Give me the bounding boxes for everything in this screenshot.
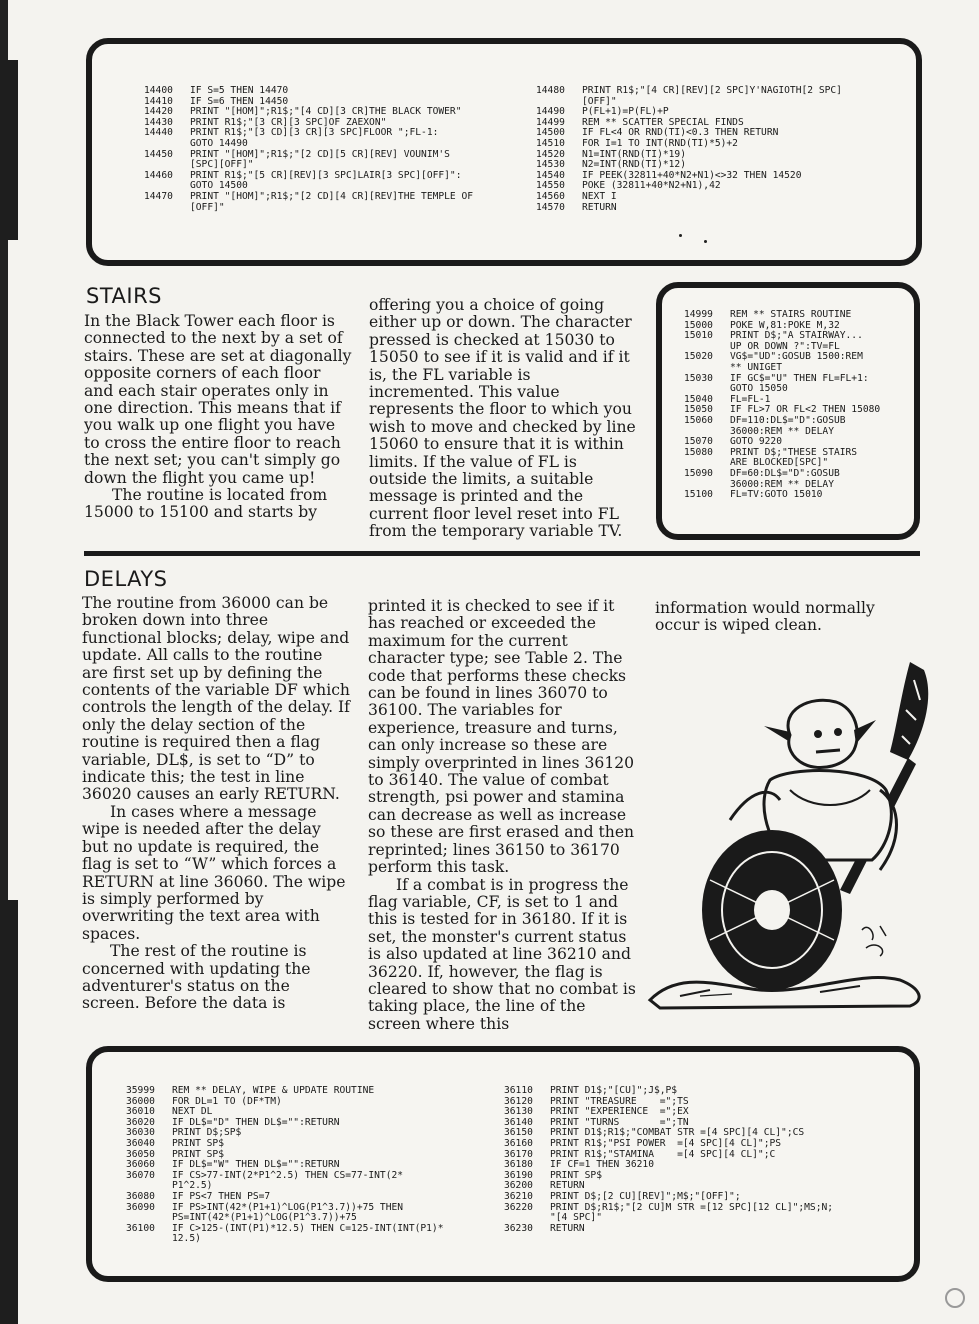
code-statement: PRINT "[HOM]";R1$;"[4 CD][3 CR]THE BLACK TOWER": [190, 106, 462, 118]
line-number: 14470: [144, 190, 173, 202]
line-number: 36150: [504, 1127, 533, 1139]
line-number: 14400: [144, 85, 173, 96]
code-statement: PRINT D$;"THESE STAIRS ARE BLOCKED[SPC]": [730, 446, 858, 469]
code-column-left: [126, 1086, 506, 1245]
goblin-head: [764, 700, 876, 767]
line-number: 36070: [126, 1169, 155, 1181]
line-number: 14460: [144, 169, 173, 181]
section-divider: [84, 551, 920, 556]
code-statement: IF C>125-(INT(P1)*12.5) THEN C=125-INT(INT(P1)* 12.5): [172, 1222, 444, 1245]
code-statement: DF=60:DL$="D":GOSUB 36000:REM ** DELAY: [730, 467, 840, 490]
line-number: 14450: [144, 148, 173, 160]
code-statement: POKE (32811+40*N2+N1),42: [582, 180, 721, 192]
line-number: 14410: [144, 95, 173, 107]
paragraph: In cases where a message wipe is needed after the delay but no update is required, the flag is set to “W” which forces a RETURN at line 36060. The wipe is simply performed by overwriting the text area with spaces.: [82, 802, 346, 943]
code-statement: IF DL$="W" THEN DL$="":RETURN: [172, 1159, 340, 1171]
code-statement: NEXT DL: [172, 1106, 213, 1118]
page-edge-band: [0, 900, 18, 1324]
line-number: 14500: [536, 127, 565, 139]
line-number: 36160: [504, 1137, 533, 1149]
code-statement: IF PS>INT(42*(P1+1)^LOG(P1^3.7))+75 THEN PS=INT(42*(P1+1)^LOG(P1^3.7))+75: [172, 1201, 404, 1224]
code-statement: FL=FL-1: [730, 393, 771, 405]
code-line: [684, 416, 916, 437]
code-statement: FOR I=1 TO INT(RND(TI)*5)+2: [582, 137, 738, 149]
code-line: [536, 203, 876, 214]
paragraph: information would normally occur is wiped clean.: [655, 599, 875, 635]
paragraph: The routine from 36000 can be broken down into three functional blocks; delay, wipe and update. All calls to the routine are first set up by defining the contents of the variable DF which controls the length of the delay. If only the delay section of the routine is required then a flag variable, DL$, is set to “D” to indicate this; the test in line 36020 causes an early RETURN.: [82, 594, 350, 804]
print-speck: [679, 234, 682, 237]
goblin-illustration: [640, 640, 930, 1020]
line-number: 36130: [504, 1106, 533, 1118]
line-number: 14440: [144, 127, 173, 139]
code-statement: POKE W,81:POKE M,32: [730, 319, 840, 331]
line-number: 14999: [684, 309, 713, 320]
line-number: 14520: [536, 148, 565, 160]
code-line: [144, 150, 524, 171]
line-number: 36090: [126, 1201, 155, 1213]
code-line: [144, 192, 524, 213]
code-line: [126, 1086, 506, 1097]
line-number: 15000: [684, 319, 713, 331]
line-number: 15100: [684, 489, 713, 501]
print-speck: [704, 240, 707, 243]
line-number: 36010: [126, 1106, 155, 1118]
shield-icon: [702, 830, 842, 990]
line-number: 36000: [126, 1095, 155, 1107]
code-statement: IF CF=1 THEN 36210: [550, 1159, 654, 1171]
code-line: [144, 128, 524, 149]
stairs-text-col2: [369, 297, 637, 541]
delays-text-col2: [368, 598, 636, 1033]
page-edge-band: [0, 60, 18, 240]
line-number: 14430: [144, 116, 173, 128]
line-number: 14550: [536, 180, 565, 192]
code-line: [126, 1192, 506, 1203]
paragraph: If a combat is in progress the flag variable, CF, is set to 1 and this is tested for in 36180. If it is set, the monster's current status is also updated at line 36210 and 36220. If, however, the flag is cleared to show that no combat is taking place, the line of the screen where this: [368, 875, 636, 1033]
line-number: 15050: [684, 404, 713, 416]
code-statement: REM ** DELAY, WIPE & UPDATE ROUTINE: [172, 1085, 375, 1096]
code-statement: FL=TV:GOTO 15010: [730, 489, 823, 501]
code-listing-stairs: [656, 282, 920, 540]
page-curl-mark: [945, 1288, 965, 1308]
line-number: 14530: [536, 159, 565, 171]
paragraph: printed it is checked to see if it has reached or exceeded the maximum for the current character type; see Table 2. The code that performs these checks can be found in lines 36070 to 36100. The variables for experience, treasure and turns, can only increase so these are simply overprinted in lines 36120 to 36140. The value of combat strength, psi power and stamina can decrease as well as increase so these are first erased and then reprinted; lines 36150 to 36170 perform this task.: [368, 597, 635, 877]
line-number: 15030: [684, 372, 713, 384]
line-number: 15010: [684, 330, 713, 342]
line-number: 36120: [504, 1095, 533, 1107]
line-number: 36210: [504, 1190, 533, 1202]
paragraph: The rest of the routine is concerned with updating the adventurer's status on the screen. Before the data is: [82, 942, 311, 1013]
code-line: [684, 310, 916, 321]
line-number: 36170: [504, 1148, 533, 1160]
line-number: 36220: [504, 1201, 533, 1213]
stairs-text-col1: [84, 313, 352, 522]
code-line: [684, 331, 916, 352]
code-statement: PRINT D1$;R1$;"COMBAT STR =[4 SPC][4 CL]";CS: [550, 1127, 805, 1139]
line-number: 15090: [684, 467, 713, 479]
section-heading-stairs: STAIRS: [86, 284, 163, 308]
code-statement: IF S=6 THEN 14450: [190, 95, 289, 107]
line-number: 36180: [504, 1159, 533, 1171]
code-line: [126, 1171, 506, 1192]
code-line: [684, 352, 916, 373]
line-number: 36050: [126, 1148, 155, 1160]
code-statement: PRINT "EXPERIENCE =";EX: [550, 1106, 689, 1118]
code-statement: PRINT "[HOM]";R1$;"[2 CD][5 CR][REV] VOUNIM'S [SPC][OFF]": [190, 148, 450, 171]
line-number: 15080: [684, 446, 713, 458]
code-statement: RETURN: [550, 1180, 585, 1192]
code-statement: PRINT SP$: [172, 1148, 224, 1160]
code-statement: REM ** SCATTER SPECIAL FINDS: [582, 116, 744, 128]
code-listing-bottom: [86, 1046, 920, 1282]
line-number: 14540: [536, 169, 565, 181]
code-statement: PRINT D$;"A STAIRWAY... UP OR DOWN ?":TV=FL: [730, 330, 863, 352]
code-line: [684, 469, 916, 490]
delays-text-col1: [82, 595, 350, 1013]
code-line: [536, 192, 876, 203]
code-column-right: [536, 86, 876, 213]
code-line: [504, 1203, 904, 1224]
line-number: 15060: [684, 414, 713, 426]
code-line: [504, 1224, 904, 1235]
code-statement: IF FL<4 OR RND(TI)<0.3 THEN RETURN: [582, 127, 779, 139]
code-statement: DF=110:DL$="D":GOSUB 36000:REM ** DELAY: [730, 414, 846, 437]
line-number: 14480: [536, 85, 565, 96]
line-number: 36140: [504, 1116, 533, 1128]
code-statement: PRINT R1$;"[4 CR][REV][2 SPC]Y'NAGIOTH[2 SPC] [OFF]": [582, 85, 842, 107]
line-number: 35999: [126, 1085, 155, 1096]
code-statement: REM ** STAIRS ROUTINE: [730, 309, 852, 320]
delays-text-col3: [655, 600, 905, 635]
code-statement: PRINT R1$;"[3 CR][3 SPC]OF ZAEXON": [190, 116, 387, 128]
code-statement: P(FL+1)=P(FL)+P: [582, 106, 669, 118]
code-column-left: [144, 86, 524, 213]
paragraph: offering you a choice of going either up or down. The character pressed is checked at 15030 to 15050 to see if it is valid and if it is, the FL variable is incremented. This value represents the floor to which you wish to move and checked by line 15060 to ensure that it is within limits. If the value of FL is outside the limits, a suitable message is printed and the current floor level reset into FL from the temporary variable TV.: [369, 296, 636, 541]
code-statement: PRINT D$;SP$: [172, 1127, 242, 1139]
code-statement: PRINT R1$;"PSI POWER =[4 SPC][4 CL]";PS: [550, 1137, 782, 1149]
code-line: [536, 139, 876, 150]
line-number: 14420: [144, 106, 173, 118]
code-statement: PRINT "TURNS =";TN: [550, 1116, 689, 1128]
line-number: 36230: [504, 1222, 533, 1234]
code-line: [504, 1086, 904, 1097]
line-number: 36030: [126, 1127, 155, 1139]
code-statement: IF GC$="U" THEN FL=FL+1: GOTO 15050: [730, 372, 869, 395]
code-statement: VG$="UD":GOSUB 1500:REM ** UNIGET: [730, 351, 863, 373]
code-line: [684, 448, 916, 469]
code-listing-top: [86, 38, 922, 266]
line-number: 36100: [126, 1222, 155, 1234]
line-number: 14560: [536, 190, 565, 202]
code-statement: PRINT SP$: [172, 1137, 224, 1149]
code-line: [504, 1139, 904, 1150]
paragraph: The routine is located from 15000 to 15100 and starts by: [84, 486, 328, 522]
code-line: [504, 1192, 904, 1203]
code-statement: PRINT "[HOM]";R1$;"[2 CD][4 CR][REV]THE TEMPLE OF [OFF]": [190, 190, 474, 213]
section-heading-delays: DELAYS: [84, 567, 168, 591]
code-statement: GOTO 9220: [730, 436, 782, 448]
code-line: [126, 1224, 506, 1245]
code-statement: IF CS>77-INT(2*P1^2.5) THEN CS=77-INT(2* P1^2.5): [172, 1169, 404, 1192]
code-statement: PRINT SP$: [550, 1169, 602, 1181]
code-statement: PRINT D$;[2 CU][REV]";M$;"[OFF]";: [550, 1190, 741, 1202]
code-statement: PRINT "TREASURE =";TS: [550, 1095, 689, 1107]
code-statement: IF FL>7 OR FL<2 THEN 15080: [730, 404, 881, 416]
code-line: [684, 490, 916, 501]
code-line: [144, 171, 524, 192]
line-number: 14499: [536, 116, 565, 128]
code-statement: RETURN: [582, 201, 617, 213]
code-line: [144, 86, 524, 97]
line-number: 36060: [126, 1159, 155, 1171]
paragraph: In the Black Tower each floor is connected to the next by a set of stairs. These are set at diagonally opposite corners of each floor and each stair operates only in one direction. This means that if you walk up one flight you have to cross the entire floor to reach the next set; you can't simply go down the flight you came up!: [84, 312, 352, 487]
line-number: 36110: [504, 1085, 533, 1096]
code-statement: PRINT R1$;"STAMINA =[4 SPC][4 CL]";C: [550, 1148, 776, 1160]
code-statement: NEXT I: [582, 190, 617, 202]
code-statement: N1=INT(RND(TI)*19): [582, 148, 686, 160]
line-number: 36200: [504, 1180, 533, 1192]
code-statement: PRINT D$;R1$;"[2 CU]M STR =[12 SPC][12 CL]";MS;N; "[4 SPC]": [550, 1201, 834, 1224]
code-statement: RETURN: [550, 1222, 585, 1234]
code-statement: N2=INT(RND(TI)*12): [582, 159, 686, 171]
code-statement: FOR DL=1 TO (DF*TM): [172, 1095, 282, 1107]
line-number: 15020: [684, 351, 713, 363]
line-number: 36040: [126, 1137, 155, 1149]
code-statement: PRINT D1$;"[CU]";J$,P$: [550, 1085, 678, 1096]
line-number: 14570: [536, 201, 565, 213]
line-number: 15040: [684, 393, 713, 405]
code-statement: IF PS<7 THEN PS=7: [172, 1190, 271, 1202]
code-column-right: [504, 1086, 904, 1234]
code-statement: IF PEEK(32811+40*N2+N1)<>32 THEN 14520: [582, 169, 802, 181]
line-number: 36080: [126, 1190, 155, 1202]
line-number: 14510: [536, 137, 565, 149]
line-number: 15070: [684, 436, 713, 448]
line-number: 36020: [126, 1116, 155, 1128]
code-line: [536, 86, 876, 107]
code-statement: IF DL$="D" THEN DL$="":RETURN: [172, 1116, 340, 1128]
line-number: 14490: [536, 106, 565, 118]
code-line: [684, 374, 916, 395]
code-statement: PRINT R1$;"[5 CR][REV][3 SPC]LAIR[3 SPC][OFF]": GOTO 14500: [190, 169, 462, 192]
code-statement: PRINT R1$;"[3 CD][3 CR][3 SPC]FLOOR ";FL-1: GOTO 14490: [190, 127, 439, 149]
code-line: [126, 1203, 506, 1224]
line-number: 36190: [504, 1169, 533, 1181]
code-statement: IF S=5 THEN 14470: [190, 85, 289, 96]
code-line: [126, 1139, 506, 1150]
code-column: [684, 310, 916, 501]
